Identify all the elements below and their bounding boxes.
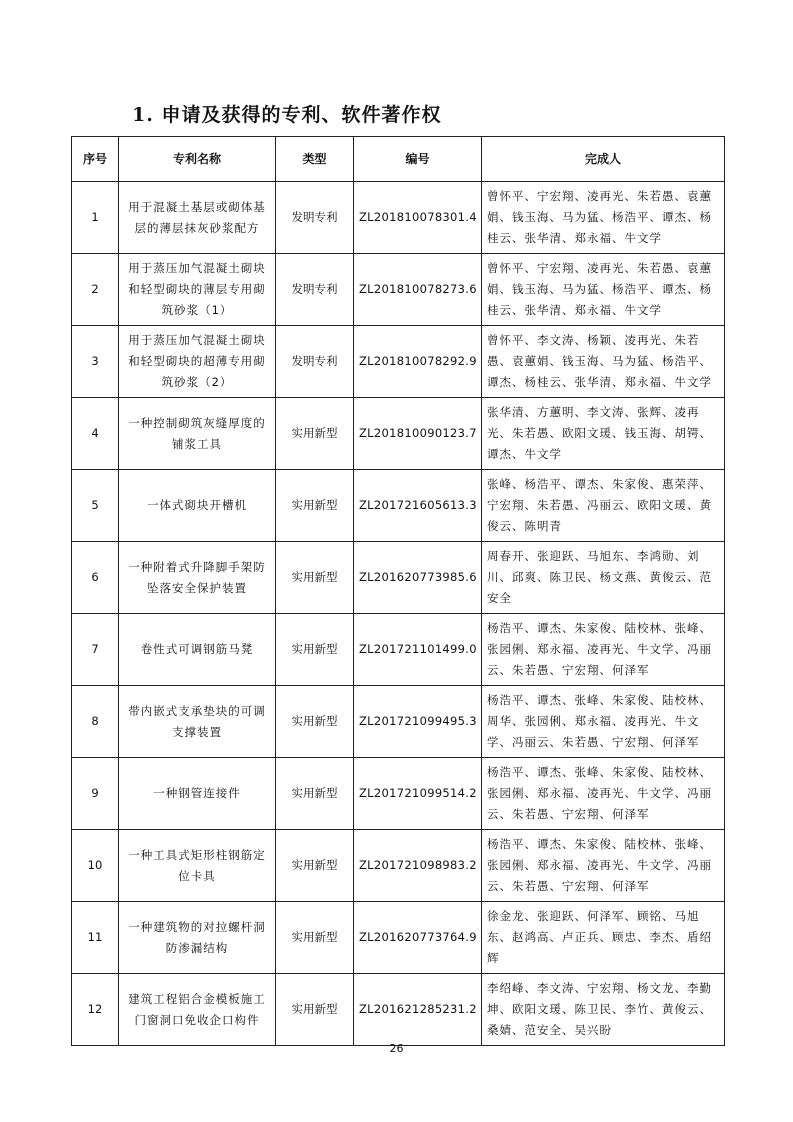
patent-name: 用于混凝土基层或砌体基层的薄层抹灰砂浆配方 (119, 182, 276, 254)
patent-name: 建筑工程铝合金模板施工门窗洞口免收企口构件 (119, 974, 276, 1046)
row-number: 4 (72, 398, 119, 470)
patent-number: ZL201810078292.9 (354, 326, 482, 398)
patent-type: 实用新型 (276, 398, 354, 470)
row-number: 3 (72, 326, 119, 398)
patent-number: ZL201721101499.0 (354, 614, 482, 686)
patent-number: ZL201721099514.2 (354, 758, 482, 830)
section-title: 1. 申请及获得的专利、软件著作权 (132, 104, 442, 126)
patent-name: 一种钢管连接件 (119, 758, 276, 830)
patent-number: ZL201721099495.3 (354, 686, 482, 758)
patent-table (71, 136, 725, 1046)
inventors: 李绍峰、李文涛、宁宏翔、杨文龙、李勤坤、欧阳文瑗、陈卫民、李竹、黄俊云、桑婧、范安全、吴兴盼 (482, 974, 725, 1046)
patent-type: 发明专利 (276, 326, 354, 398)
patent-type: 实用新型 (276, 758, 354, 830)
inventors: 徐金龙、张迎跃、何泽军、顾铭、马旭东、赵鸿高、卢正兵、顾忠、李杰、盾绍辉 (482, 902, 725, 974)
row-number: 2 (72, 254, 119, 326)
header-type: 类型 (276, 137, 354, 182)
inventors: 杨浩平、谭杰、张峰、朱家俊、陆校林、张园俐、郑永福、凌再光、牛文学、冯丽云、朱若愚、宁宏翔、何泽军 (482, 758, 725, 830)
patent-number: ZL201620773764.9 (354, 902, 482, 974)
header-row (72, 137, 725, 182)
patent-number: ZL201721605613.3 (354, 470, 482, 542)
patent-number: ZL201620773985.6 (354, 542, 482, 614)
patent-name: 一体式砌块开槽机 (119, 470, 276, 542)
patent-type: 实用新型 (276, 686, 354, 758)
row-number: 8 (72, 686, 119, 758)
table-row (72, 470, 725, 542)
row-number: 7 (72, 614, 119, 686)
patent-name: 用于蒸压加气混凝土砌块和轻型砌块的超薄专用砌筑砂浆（2） (119, 326, 276, 398)
table-row (72, 542, 725, 614)
row-number: 10 (72, 830, 119, 902)
table-row (72, 974, 725, 1046)
table-row (72, 254, 725, 326)
table-row (72, 758, 725, 830)
inventors: 曾怀平、宁宏翔、凌再光、朱若愚、袁蕙娟、钱玉海、马为猛、杨浩平、谭杰、杨桂云、张华清、郑永福、牛文学 (482, 254, 725, 326)
patent-name: 一种控制砌筑灰缝厚度的铺浆工具 (119, 398, 276, 470)
patent-number: ZL201810078273.6 (354, 254, 482, 326)
row-number: 12 (72, 974, 119, 1046)
row-number: 11 (72, 902, 119, 974)
inventors: 杨浩平、谭杰、朱家俊、陆校林、张峰、张园俐、郑永福、凌再光、牛文学、冯丽云、朱若愚、宁宏翔、何泽军 (482, 830, 725, 902)
header-people: 完成人 (482, 137, 725, 182)
patent-name: 一种工具式矩形柱钢筋定位卡具 (119, 830, 276, 902)
patent-number: ZL201621285231.2 (354, 974, 482, 1046)
patent-name: 用于蒸压加气混凝土砌块和轻型砌块的薄层专用砌筑砂浆（1） (119, 254, 276, 326)
patent-type: 实用新型 (276, 902, 354, 974)
inventors: 张峰、杨浩平、谭杰、朱家俊、惠荣萍、宁宏翔、朱若愚、冯丽云、欧阳文瑗、黄俊云、陈明青 (482, 470, 725, 542)
table-body (72, 182, 725, 1046)
page-number: 26 (389, 1042, 404, 1055)
table-row (72, 326, 725, 398)
patent-number: ZL201810078301.4 (354, 182, 482, 254)
inventors: 周春开、张迎跃、马旭东、李鸿勋、刘川、邱爽、陈卫民、杨文燕、黄俊云、范安全 (482, 542, 725, 614)
table-row (72, 686, 725, 758)
inventors: 曾怀平、宁宏翔、凌再光、朱若愚、袁蕙娟、钱玉海、马为猛、杨浩平、谭杰、杨桂云、张华清、郑永福、牛文学 (482, 182, 725, 254)
table-row (72, 830, 725, 902)
row-number: 6 (72, 542, 119, 614)
row-number: 5 (72, 470, 119, 542)
patent-type: 实用新型 (276, 470, 354, 542)
patent-name: 卷性式可调钢筋马凳 (119, 614, 276, 686)
table-row (72, 902, 725, 974)
header-patent-name: 专利名称 (119, 137, 276, 182)
header-no: 序号 (72, 137, 119, 182)
patent-type: 发明专利 (276, 254, 354, 326)
table-header (72, 137, 725, 182)
inventors: 杨浩平、谭杰、张峰、朱家俊、陆校林、周华、张园俐、郑永福、凌再光、牛文学、冯丽云、朱若愚、宁宏翔、何泽军 (482, 686, 725, 758)
patent-type: 实用新型 (276, 614, 354, 686)
inventors: 杨浩平、谭杰、朱家俊、陆校林、张峰、张园俐、郑永福、凌再光、牛文学、冯丽云、朱若愚、宁宏翔、何泽军 (482, 614, 725, 686)
row-number: 1 (72, 182, 119, 254)
patent-type: 发明专利 (276, 182, 354, 254)
patent-name: 一种建筑物的对拉螺杆洞防渗漏结构 (119, 902, 276, 974)
patent-number: ZL201810090123.7 (354, 398, 482, 470)
row-number: 9 (72, 758, 119, 830)
patent-number: ZL201721098983.2 (354, 830, 482, 902)
patent-name: 带内嵌式支承垫块的可调支撑装置 (119, 686, 276, 758)
header-number: 编号 (354, 137, 482, 182)
inventors: 曾怀平、李文涛、杨颖、凌再光、朱若愚、袁蕙娟、钱玉海、马为猛、杨浩平、谭杰、杨桂云、张华清、郑永福、牛文学 (482, 326, 725, 398)
table-row (72, 398, 725, 470)
patent-type: 实用新型 (276, 542, 354, 614)
table-row (72, 182, 725, 254)
patent-name: 一种附着式升降脚手架防坠落安全保护装置 (119, 542, 276, 614)
patent-type: 实用新型 (276, 830, 354, 902)
inventors: 张华清、方蕙明、李文涛、张辉、凌再光、朱若愚、欧阳文瑗、钱玉海、胡锷、谭杰、牛文学 (482, 398, 725, 470)
table-row (72, 614, 725, 686)
patent-type: 实用新型 (276, 974, 354, 1046)
